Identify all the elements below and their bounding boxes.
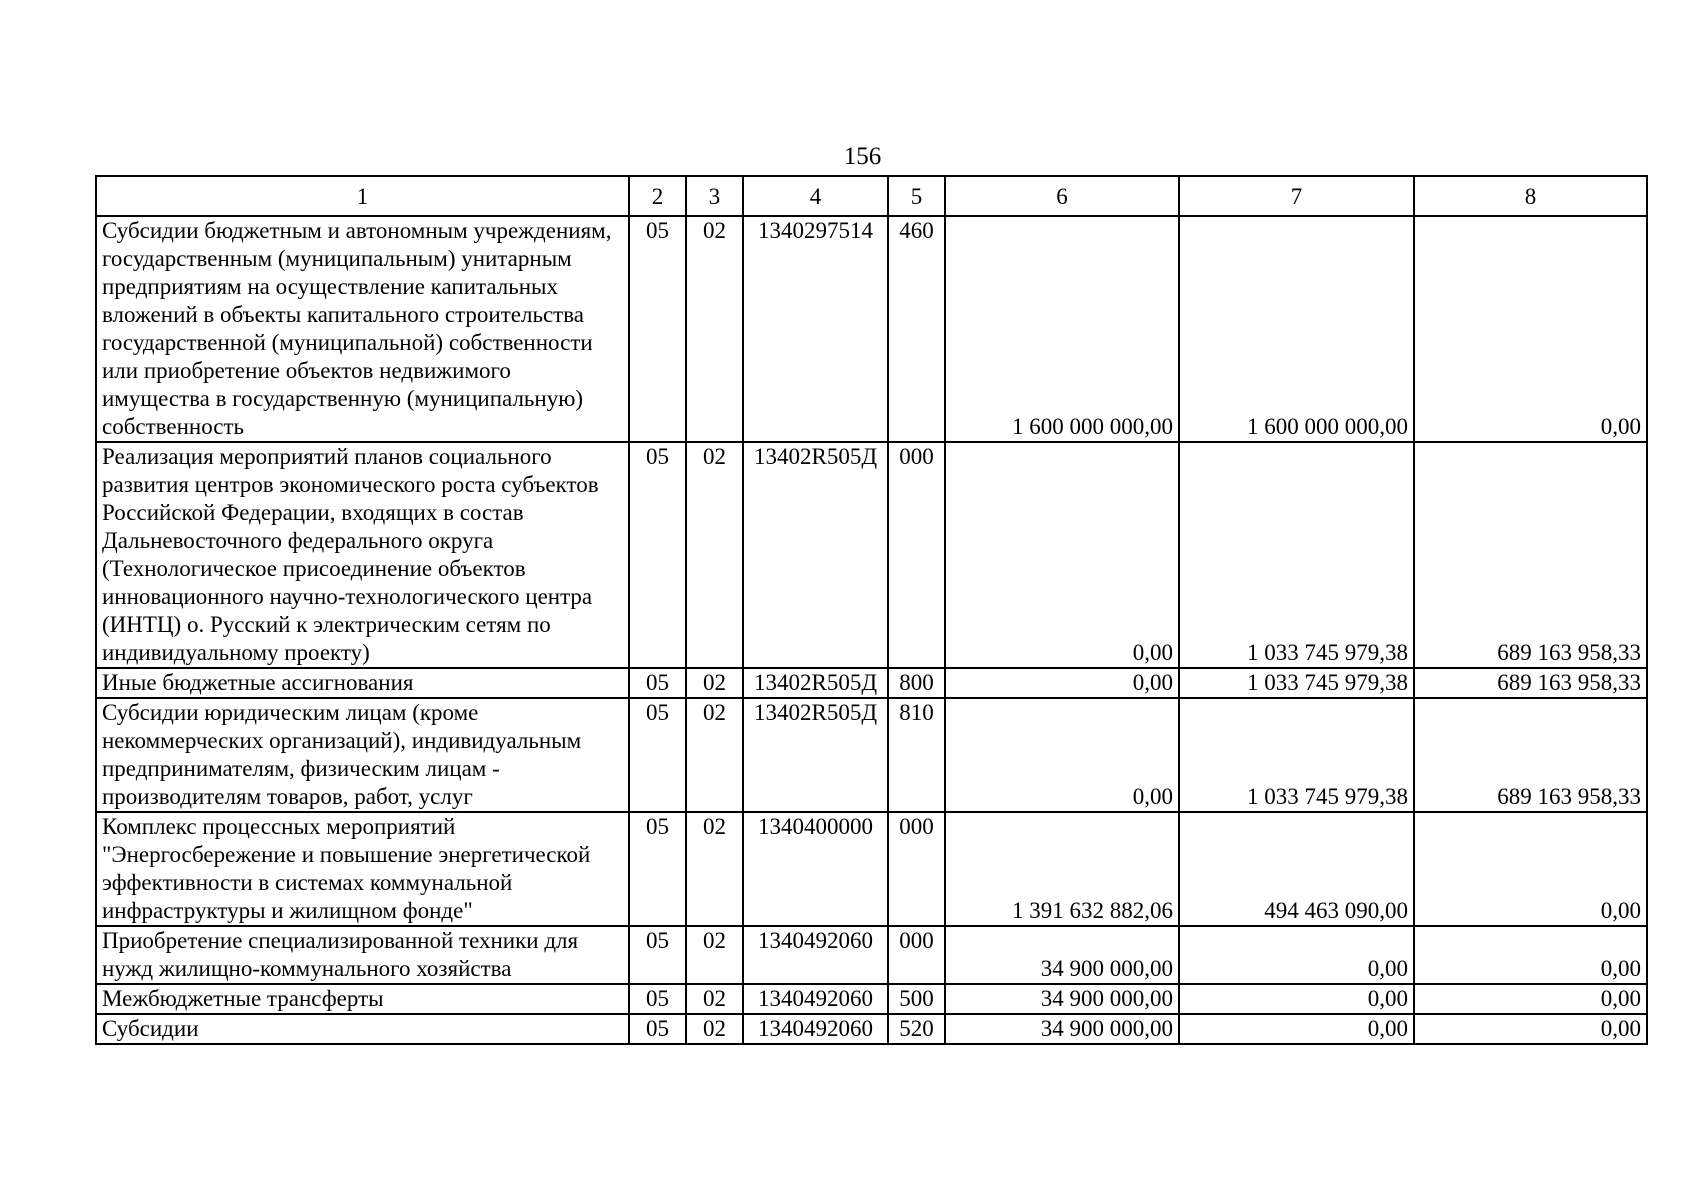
amount-col-8: 689 163 958,33 — [1414, 668, 1647, 698]
amount-col-6: 1 391 632 882,06 — [945, 812, 1179, 926]
amount-col-6: 0,00 — [945, 668, 1179, 698]
table-row — [96, 1014, 1647, 1044]
section-code: 05 — [629, 1014, 686, 1044]
amount-col-7: 1 033 745 979,38 — [1179, 698, 1414, 812]
expense-type-code: 000 — [888, 926, 945, 984]
header-row — [96, 176, 1647, 216]
subsection-code: 02 — [686, 216, 743, 442]
row-name: Приобретение специализированной техники для нужд жилищно-коммунального хозяйства — [96, 926, 629, 984]
subsection-code: 02 — [686, 1014, 743, 1044]
expense-type-code: 460 — [888, 216, 945, 442]
section-code: 05 — [629, 698, 686, 812]
amount-col-8: 689 163 958,33 — [1414, 442, 1647, 668]
amount-col-7: 1 033 745 979,38 — [1179, 668, 1414, 698]
target-article-code: 1340400000 — [743, 812, 888, 926]
column-header: 2 — [629, 176, 686, 216]
target-article-code: 1340492060 — [743, 926, 888, 984]
expense-type-code: 520 — [888, 1014, 945, 1044]
expense-type-code: 800 — [888, 668, 945, 698]
expense-type-code: 000 — [888, 442, 945, 668]
section-code: 05 — [629, 216, 686, 442]
column-header: 6 — [945, 176, 1179, 216]
row-name: Субсидии бюджетным и автономным учреждениям, государственным (муниципальным) унитарным предприятиям на осуществление капитальных вложений в объекты капитального строительства государственной (муниципальной) собственности или приобретение объектов недвижимого имущества в государственную (муниципальную) собственность — [96, 216, 629, 442]
subsection-code: 02 — [686, 698, 743, 812]
amount-col-7: 1 600 000 000,00 — [1179, 216, 1414, 442]
amount-col-6: 34 900 000,00 — [945, 984, 1179, 1014]
expense-type-code: 500 — [888, 984, 945, 1014]
amount-col-7: 494 463 090,00 — [1179, 812, 1414, 926]
table-row — [96, 698, 1647, 812]
subsection-code: 02 — [686, 984, 743, 1014]
amount-col-7: 0,00 — [1179, 984, 1414, 1014]
column-header: 5 — [888, 176, 945, 216]
column-header: 8 — [1414, 176, 1647, 216]
amount-col-8: 0,00 — [1414, 1014, 1647, 1044]
amount-col-6: 1 600 000 000,00 — [945, 216, 1179, 442]
expense-type-code: 810 — [888, 698, 945, 812]
budget-table — [95, 175, 1648, 1045]
table-row — [96, 812, 1647, 926]
subsection-code: 02 — [686, 926, 743, 984]
amount-col-7: 0,00 — [1179, 926, 1414, 984]
amount-col-8: 0,00 — [1414, 984, 1647, 1014]
column-header: 1 — [96, 176, 629, 216]
amount-col-8: 0,00 — [1414, 216, 1647, 442]
section-code: 05 — [629, 984, 686, 1014]
table-row — [96, 442, 1647, 668]
amount-col-7: 1 033 745 979,38 — [1179, 442, 1414, 668]
table-row — [96, 668, 1647, 698]
amount-col-6: 0,00 — [945, 442, 1179, 668]
amount-col-8: 689 163 958,33 — [1414, 698, 1647, 812]
target-article-code: 13402R505Д — [743, 668, 888, 698]
column-header: 4 — [743, 176, 888, 216]
row-name: Реализация мероприятий планов социального развития центров экономического роста субъектов Российской Федерации, входящих в состав Дальневосточного федерального округа (Технологическое присоединение объектов инновационного научно-технологического центра (ИНТЦ) о. Русский к электрическим сетям по индивидуальному проекту) — [96, 442, 629, 668]
target-article-code: 13402R505Д — [743, 442, 888, 668]
row-name: Субсидии юридическим лицам (кроме некоммерческих организаций), индивидуальным предпринимателям, физическим лицам - производителям товаров, работ, услуг — [96, 698, 629, 812]
table-row — [96, 216, 1647, 442]
column-header: 3 — [686, 176, 743, 216]
amount-col-6: 34 900 000,00 — [945, 1014, 1179, 1044]
amount-col-6: 34 900 000,00 — [945, 926, 1179, 984]
subsection-code: 02 — [686, 812, 743, 926]
section-code: 05 — [629, 668, 686, 698]
row-name: Межбюджетные трансферты — [96, 984, 629, 1014]
column-header: 7 — [1179, 176, 1414, 216]
section-code: 05 — [629, 926, 686, 984]
subsection-code: 02 — [686, 442, 743, 668]
row-name: Субсидии — [96, 1014, 629, 1044]
amount-col-7: 0,00 — [1179, 1014, 1414, 1044]
target-article-code: 13402R505Д — [743, 698, 888, 812]
section-code: 05 — [629, 442, 686, 668]
table-row — [96, 926, 1647, 984]
section-code: 05 — [629, 812, 686, 926]
amount-col-8: 0,00 — [1414, 812, 1647, 926]
page-number: 156 — [843, 143, 882, 170]
subsection-code: 02 — [686, 668, 743, 698]
table-row — [96, 984, 1647, 1014]
target-article-code: 1340297514 — [743, 216, 888, 442]
amount-col-8: 0,00 — [1414, 926, 1647, 984]
target-article-code: 1340492060 — [743, 1014, 888, 1044]
amount-col-6: 0,00 — [945, 698, 1179, 812]
row-name: Комплекс процессных мероприятий "Энергосбережение и повышение энергетической эффективности в системах коммунальной инфраструктуры и жилищном фонде" — [96, 812, 629, 926]
expense-type-code: 000 — [888, 812, 945, 926]
target-article-code: 1340492060 — [743, 984, 888, 1014]
row-name: Иные бюджетные ассигнования — [96, 668, 629, 698]
